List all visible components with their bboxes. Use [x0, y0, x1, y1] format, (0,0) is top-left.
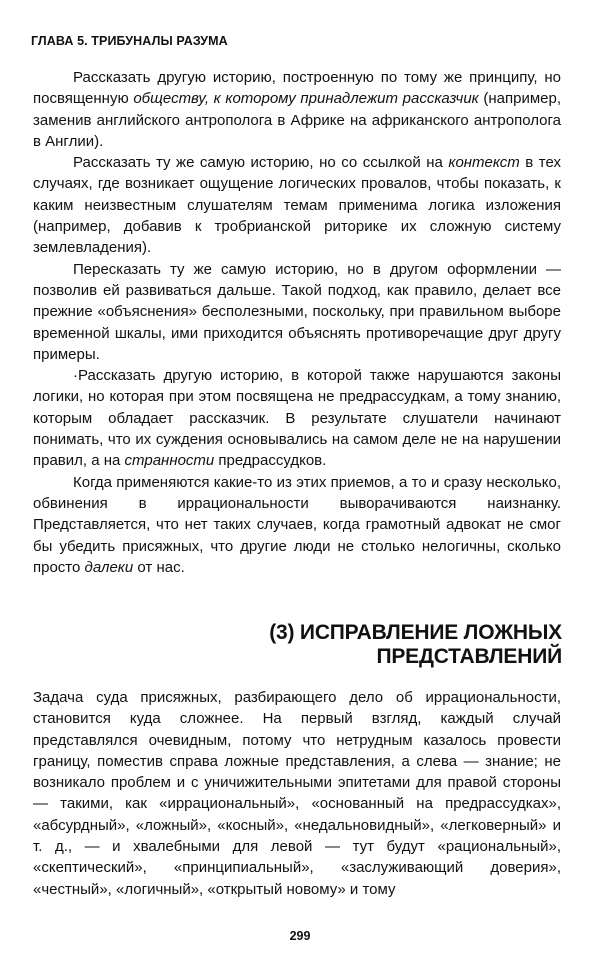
- paragraph-4: ·Рассказать другую историю, в которой также нарушаются законы логики, но которая при этом посвящена не предрассудкам, а тому знанию, которым обладает рассказчик. В результате слушатели начинают понимать, что их суждения основывались на самом деле не на нарушении правил, а на странности предрассудков.: [33, 367, 561, 470]
- page-number: 299: [289, 929, 311, 943]
- paragraph-3: Пересказать ту же самую историю, но в другом оформлении — позволив ей развиваться дальше. Такой подход, как правило, делает все прежние «объяснения» бесполезными, поскольку, при правильном выборе временной шкалы, ими приходится объяснять противоречащие друг другу примеры.: [33, 260, 561, 363]
- section-heading: [162, 621, 562, 669]
- section-paragraph: Задача суда присяжных, разбирающего дело об иррациональности, становится куда сложнее. На первый взгляд, каждый случай представлялся очевидным, потому что нетрудным казалось провести границу, поместив справа ложные представления, а слева — знание; не возникало проблем и с уничижительными эпитетами для правой стороны — такими, как «иррациональный», «основанный на предрассудках», «абсурдный», «ложный», «косный», «недальновидный», «легковерный» и т. д., — и хвалебными для левой — тут будут «рациональный», «скептический», «принципиальный», «заслуживающий доверия», «честный», «логичный», «открытый новому» и тому: [33, 689, 561, 898]
- section-heading-line-1: (3) ИСПРАВЛЕНИЕ ЛОЖНЫХ: [269, 621, 562, 644]
- italic-emphasis: контекст: [448, 154, 520, 172]
- running-head: ГЛАВА 5. ТРИБУНАЛЫ РАЗУМА: [31, 34, 228, 48]
- paragraph-5: Когда применяются какие-то из этих приемов, а то и сразу несколько, обвинения в иррациональности выворачиваются наизнанку. Представляется, что нет таких случаев, когда грамотный адвокат не смог бы убедить присяжных, что другие люди не столько нелогичны, сколько просто далеки от нас.: [33, 473, 561, 576]
- italic-emphasis: обществу, к которому принадлежит рассказчик: [133, 90, 479, 108]
- section-heading-line-2: ПРЕДСТАВЛЕНИЙ: [376, 645, 562, 668]
- body-text-block: [33, 67, 561, 578]
- italic-emphasis: далеки: [84, 558, 134, 576]
- paragraph-1: Рассказать другую историю, построенную по тому же принципу, но посвященную обществу, к которому принадлежит рассказчик (например, заменив английского антрополога в Африке на африканского антрополога в Англии).: [33, 69, 562, 150]
- section-body-block: [33, 687, 561, 900]
- italic-emphasis: странности: [124, 452, 215, 470]
- paragraph-2: Рассказать ту же самую историю, но со ссылкой на контекст в тех случаях, где возникает ощущение логических провалов, чтобы показать, к каким неизвестным слушателям темам применима логика изложения (например, добавив к тробрианской риторике их сложную систему землевладения).: [33, 154, 561, 257]
